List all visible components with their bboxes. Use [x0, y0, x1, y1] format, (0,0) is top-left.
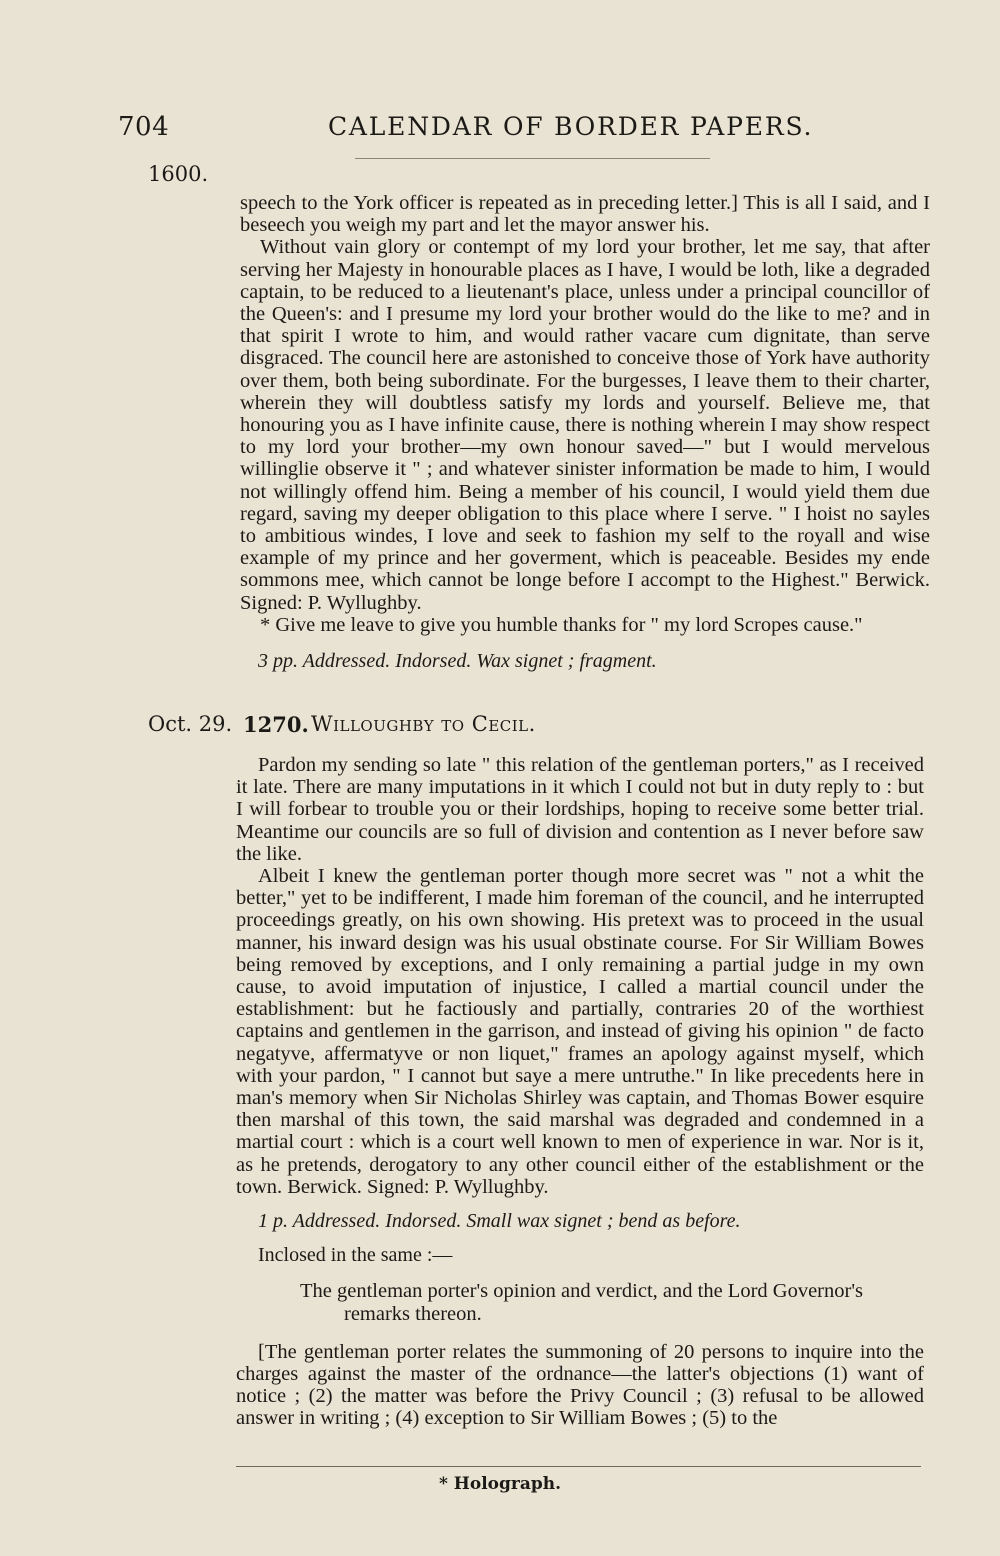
summary-paragraph: [The gentleman porter relates the summoning of 20 persons to inquire into the charges against the master of the ordnance—the latter's objections (1) want of notice ; (2) the matter was before the Privy Council ; (3) refusal to be allowed answer in writing ; (4) exception to Sir William Bowes ; (5) to the: [236, 1340, 924, 1430]
enclosure-title-line: remarks thereon.: [344, 1302, 482, 1325]
footnote-rule: [236, 1466, 921, 1467]
paragraph: speech to the York officer is repeated as in preceding letter.] This is all I said, and I beseech you weigh my part and let the mayor answer his.: [240, 192, 930, 237]
paragraph: Albeit I knew the gentleman porter though more secret was " not a whit the better," yet to be indifferent, I made him foreman of the council, and he interrupted proceedings greatly, on his own showing. His pretext was to proceed in the usual manner, his inward design was his usual obstinate course. For Sir William Bowes being removed by exceptions, and I only remaining a partial judge in my own cause, to avoid imputation of injustice, I called a martial council under the establishment: but he factiously and partially, contraries 20 of the worthiest captains and gentlemen in the garrison, and instead of giving his opinion " de facto negatyve, affermatyve or non liquet," frames an apology against myself, which with your pardon, " I cannot but saye a mere untruthe." In like precedents here in man's memory when Sir Nicholas Shirley was captain, and Thomas Bower esquire then marshal of this town, the said marshal was degraded and condemned in a martial court : which is a court well known to men of experience in war. Nor is it, as he pretends, derogatory to any other council either of the establishment or the town. Berwick. Signed: P. Wyllughby.: [236, 865, 924, 1198]
paragraph: Pardon my sending so late " this relation of the gentleman porters," as I received it late. There are many imputations in it which I could not but in duty reply to : but I will forbear to trouble you or their lordships, hoping to receive some better trial. Meantime our councils are so full of division and contention as I never before saw the like.: [236, 754, 924, 865]
continuation-text: [240, 192, 930, 672]
page-header: [118, 112, 918, 152]
document-description: 1 p. Addressed. Indorsed. Small wax signet ; bend as before.: [258, 1210, 741, 1233]
paragraph: Without vain glory or contempt of my lord your brother, let me say, that after serving her Majesty in honourable places as I have, I would be loth, like a degraded captain, to be reduced to a lieutenant's place, unless under a principal councillor of the Queen's: and I presume my lord your brother would do the like to me? and in that spirit I wrote to him, and would rather vacare cum dignitate, than serve disgraced. The council here are astonished to conceive those of York have authority over them, both being subordinate. For the burgesses, I leave them to their charter, wherein they will doubtless satisfy my lords and yourself. Believe me, that honouring you as I have infinite cause, there is nothing wherein I may show respect to my lord your brother—my own honour saved—" but I would mervelous willinglie observe it " ; and whatever sinister information be made to him, I would not willingly offend him. Being a member of his council, I would yield them due regard, saving my deeper obligation to this place where I serve. " I hoist no sayles to ambitious windes, I love and seek to fashion my self to the royall and wise example of my prince and her goverment, which is peaceable. Besides my ende sommons mee, which cannot be longe before I accompt to the Highest." Berwick. Signed: P. Wyllughby.: [240, 236, 930, 614]
footnote-marked-line: * Give me leave to give you humble thanks for " my lord Scropes cause.": [260, 613, 863, 636]
inclosure-label: Inclosed in the same :—: [258, 1244, 453, 1267]
document-description: 3 pp. Addressed. Indorsed. Wax signet ; fragment.: [258, 650, 657, 673]
entry-date: Oct. 29.: [148, 712, 233, 736]
enclosure-title: [300, 1280, 924, 1324]
entry-body: [236, 754, 924, 1430]
running-title: CALENDAR OF BORDER PAPERS.: [328, 112, 814, 141]
entry-title: Willoughby to Cecil.: [311, 712, 536, 736]
entry-number: 1270.: [243, 712, 309, 737]
footnote: * Holograph.: [438, 1474, 562, 1494]
year-label: 1600.: [148, 162, 209, 186]
header-rule: [355, 158, 710, 159]
enclosure-title-line: The gentleman porter's opinion and verdict, and the Lord Governor's: [300, 1280, 863, 1303]
page-number: 704: [118, 112, 170, 142]
